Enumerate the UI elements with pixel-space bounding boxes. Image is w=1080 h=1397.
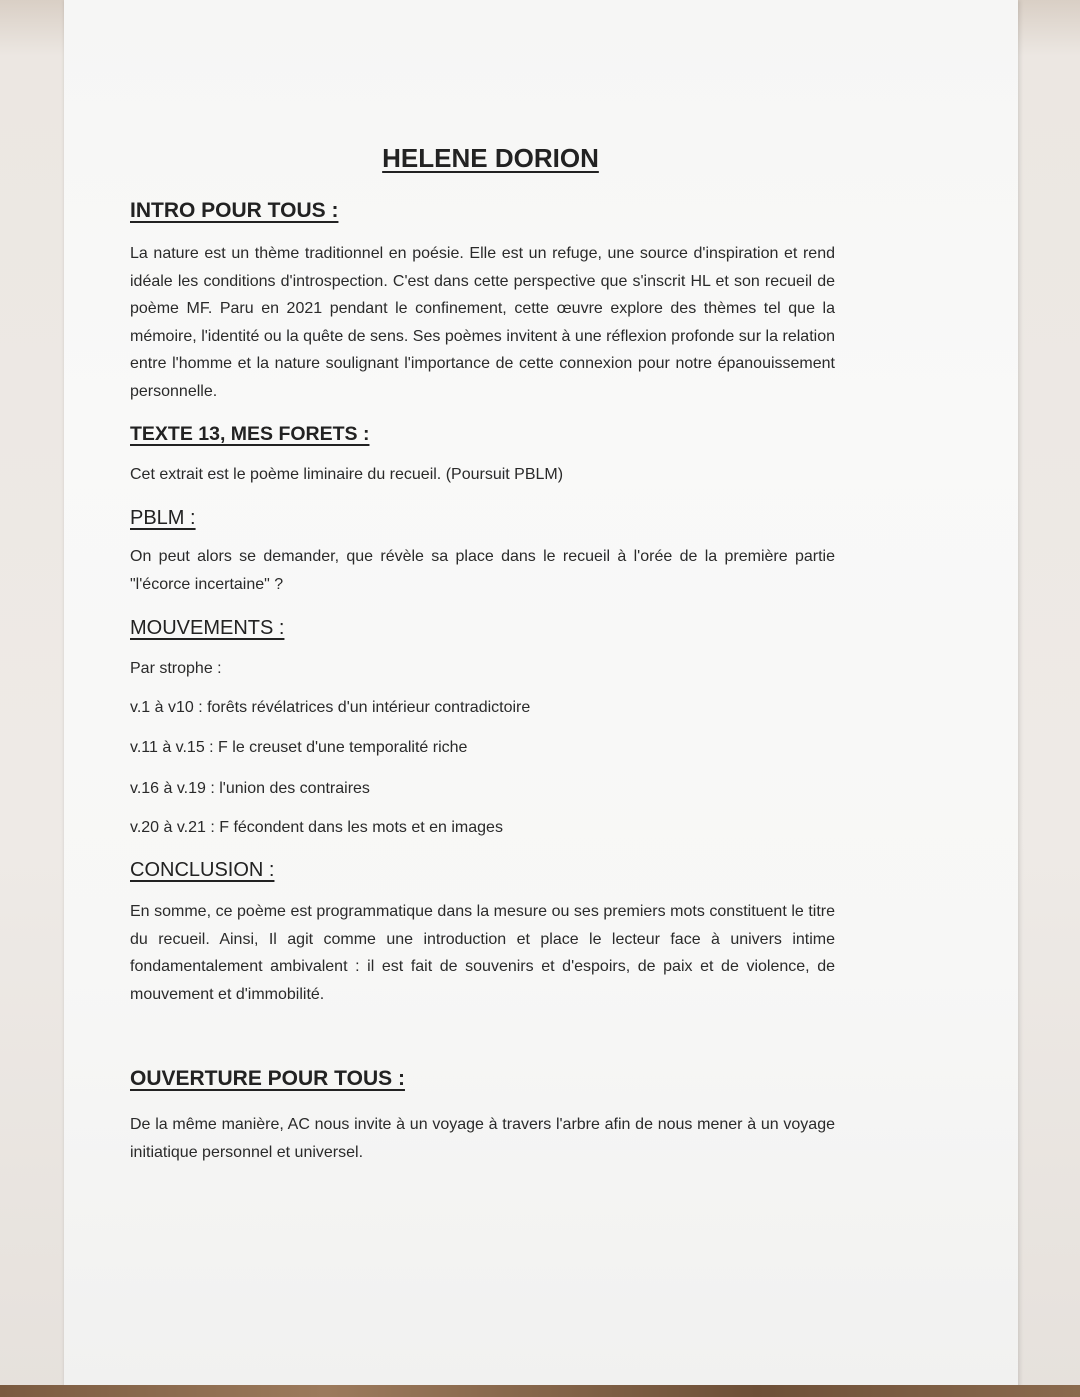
pblm-heading: PBLM : xyxy=(130,507,196,529)
ouverture-paragraph: De la même manière, AC nous invite à un voyage à travers l'arbre afin de nous mener à un voyage initiatique personnel et universel. xyxy=(130,1116,835,1161)
mouvement-item: v.20 à v.21 : F fécondent dans les mots et en images xyxy=(130,819,503,836)
texte-paragraph: Cet extrait est le poème liminaire du recueil. (Poursuit PBLM) xyxy=(130,466,564,483)
document-title: HELENE DORION xyxy=(382,143,599,173)
mouvement-item: v.16 à v.19 : l'union des contraires xyxy=(130,780,370,797)
ouverture-heading: OUVERTURE POUR TOUS : xyxy=(130,1067,405,1090)
intro-heading: INTRO POUR TOUS : xyxy=(130,199,339,222)
mouvement-item: v.1 à v10 : forêts révélatrices d'un intérieur contradictoire xyxy=(130,699,531,716)
mouvement-item: v.11 à v.15 : F le creuset d'une temporalité riche xyxy=(130,739,468,756)
mouvements-heading: MOUVEMENTS : xyxy=(130,617,285,639)
mouvements-intro: Par strophe : xyxy=(130,660,222,677)
conclusion-paragraph: En somme, ce poème est programmatique dans la mesure ou ses premiers mots constituent le titre du recueil. Ainsi, Il agit comme une introduction et place le lecteur face à univers intime fondamentalement ambivalent : il est fait de souvenirs et d'espoirs, de paix et de violence, de mouvement et d'immobilité. xyxy=(130,903,835,1003)
pblm-paragraph: On peut alors se demander, que révèle sa place dans le recueil à l'orée de la première partie "l'écorce incertaine" ? xyxy=(130,548,835,593)
intro-paragraph: La nature est un thème traditionnel en poésie. Elle est un refuge, une source d'inspiration et rend idéale les conditions d'introspection. C'est dans cette perspective que s'inscrit HL et son recueil de poème MF. Paru en 2021 pendant le confinement, cette œuvre explore des thèmes tel que la mémoire, l'identité ou la quête de sens. Ses poèmes invitent à une réflexion profonde sur la relation entre l'homme et la nature soulignant l'importance de cette connexion pour notre épanouissement personnelle. xyxy=(130,245,835,400)
texte-heading: TEXTE 13, MES FORETS : xyxy=(130,423,370,445)
table-edge xyxy=(0,1385,1080,1397)
conclusion-heading: CONCLUSION : xyxy=(130,859,275,881)
